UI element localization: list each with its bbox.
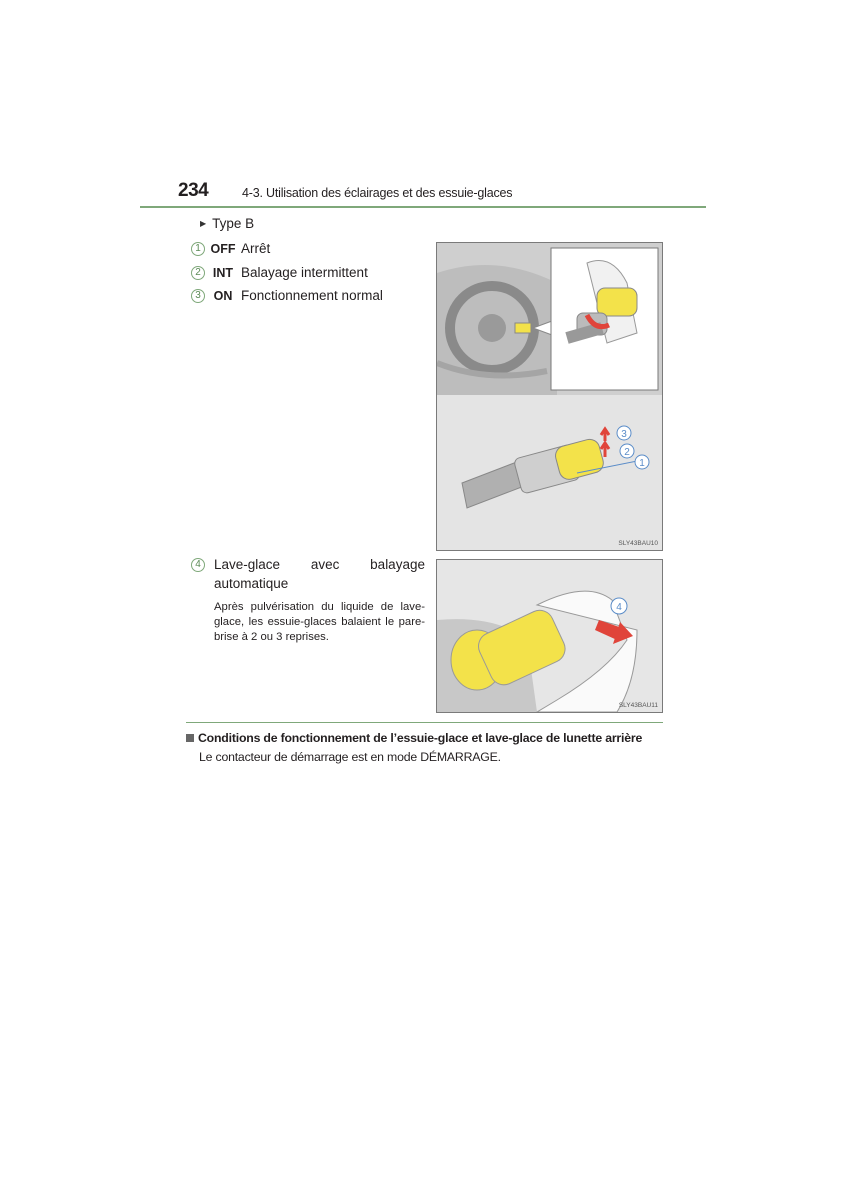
figure-code: SLY43BAU11 bbox=[618, 702, 658, 709]
item-label: Arrêt bbox=[241, 241, 271, 256]
type-label bbox=[200, 216, 254, 231]
item-code: INT bbox=[212, 265, 234, 280]
circled-number-4: 4 bbox=[191, 558, 205, 572]
item-label: Balayage intermittent bbox=[241, 265, 368, 280]
washer-lever-figure bbox=[436, 559, 663, 713]
washer-lever-illustration bbox=[437, 560, 662, 712]
conditions-heading bbox=[186, 731, 642, 745]
type-label-text: Type B bbox=[212, 216, 255, 231]
wiper-lever-figure bbox=[436, 242, 663, 551]
item-code: OFF bbox=[210, 241, 236, 256]
square-bullet-icon bbox=[186, 734, 194, 742]
list-item-washer bbox=[191, 557, 425, 591]
figure-callout-2: 2 bbox=[624, 447, 630, 458]
circled-number-2: 2 bbox=[191, 266, 205, 280]
list-item-off bbox=[191, 241, 270, 256]
washer-label-line2: automatique bbox=[214, 576, 289, 591]
washer-word-1: Lave-glace bbox=[214, 557, 281, 572]
conditions-text: Le contacteur de démarrage est en mode DÉMARRAGE. bbox=[199, 750, 501, 764]
section-divider bbox=[186, 722, 663, 723]
item-code: ON bbox=[213, 288, 233, 303]
conditions-title: Conditions de fonctionnement de l’essuie-glace et lave-glace de lunette arrière bbox=[198, 731, 643, 745]
figure-callout-4: 4 bbox=[616, 602, 622, 613]
figure-callout-1: 1 bbox=[639, 458, 645, 469]
item-label: Fonctionnement normal bbox=[241, 288, 383, 303]
section-title: 4-3. Utilisation des éclairages et des essuie-glaces bbox=[242, 186, 513, 200]
washer-word-2: avec bbox=[310, 557, 340, 572]
page-number: 234 bbox=[178, 180, 209, 201]
circled-number-1: 1 bbox=[191, 242, 205, 256]
list-item-int bbox=[191, 265, 368, 280]
washer-note: Après pulvérisation du liquide de lave-glace, les essuie-glaces balaient le pare-brise à 2 ou 3 reprises. bbox=[214, 601, 425, 643]
wiper-lever-illustration bbox=[437, 243, 662, 550]
figure-code: SLY43BAU10 bbox=[618, 540, 658, 547]
triangle-bullet-icon: ▶ bbox=[200, 219, 207, 228]
circled-number-3: 3 bbox=[191, 289, 205, 303]
figure-callout-3: 3 bbox=[621, 429, 627, 440]
washer-word-3: balayage bbox=[370, 557, 425, 572]
list-item-on bbox=[191, 288, 383, 303]
header-divider bbox=[140, 206, 706, 208]
